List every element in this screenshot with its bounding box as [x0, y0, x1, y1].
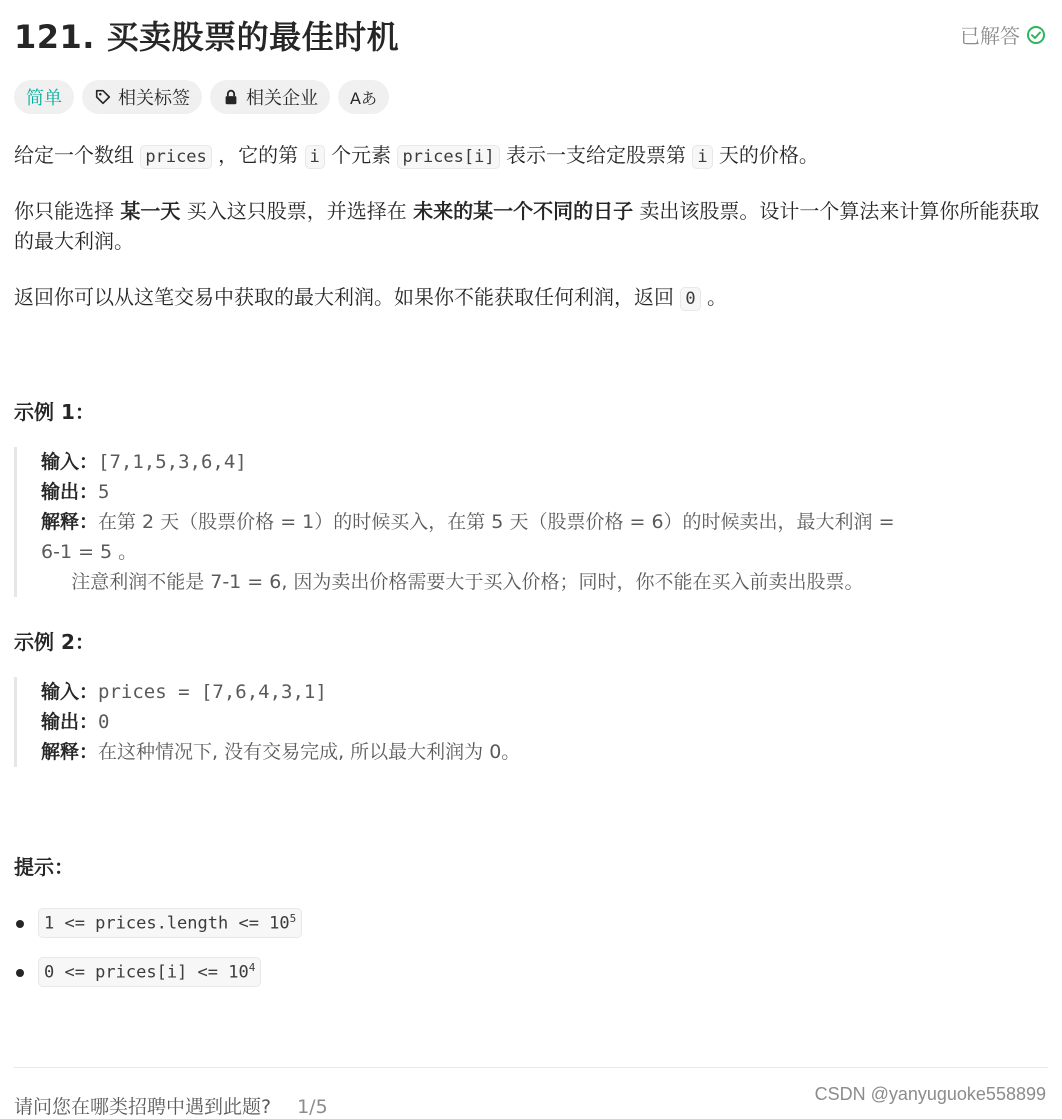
constraint-item: [14, 957, 614, 987]
example-1-title: 示例 1：: [14, 400, 95, 424]
difficulty-badge: [14, 80, 74, 114]
related-companies-label: 相关企业: [246, 88, 318, 109]
input-value: [7,1,5,3,6,4]: [98, 451, 247, 473]
survey-question[interactable]: [14, 1092, 328, 1119]
lock-icon: [222, 88, 240, 106]
inline-code: prices[i]: [397, 145, 499, 169]
text-segment: ，它的第: [211, 143, 305, 167]
output-value: 0: [98, 711, 110, 733]
title-row: [14, 10, 1048, 60]
inline-code: 0: [680, 287, 700, 311]
explain-text: 注意利润不能是 7-1 = 6, 因为卖出价格需要大于买入价格；同时，你不能在买入前卖出股票。: [41, 571, 864, 593]
translate-icon: Aあ: [350, 88, 377, 108]
text-segment: 你只能选择: [14, 199, 121, 223]
tag-bar: [14, 80, 389, 114]
text-segment: 卖出该股票。设计一个算法来计算你所能获取的最大利润。: [14, 199, 1040, 253]
input-value: prices = [7,6,4,3,1]: [98, 681, 327, 703]
inline-code: i: [305, 145, 325, 169]
text-segment: 返回你可以从这笔交易中获取的最大利润。如果你不能获取任何利润，返回: [14, 285, 681, 309]
text-segment: 买入这只股票，并选择在: [180, 199, 414, 223]
output-label: 输出：: [41, 481, 99, 503]
explain-text: 6-1 = 5 。: [41, 541, 138, 563]
survey-label: 请问您在哪类招聘中遇到此题?: [14, 1096, 272, 1118]
text-segment: 未来的某一个不同的日子: [413, 199, 634, 223]
text-segment: 天的价格。: [712, 143, 819, 167]
inline-code: i: [692, 145, 712, 169]
description-paragraph-2: [14, 196, 1048, 256]
output-label: 输出：: [41, 711, 99, 733]
example-1-block: [14, 447, 1034, 597]
translate-button[interactable]: [338, 80, 389, 114]
explain-text: 在这种情况下, 没有交易完成, 所以最大利润为 0。: [98, 741, 521, 763]
explain-label: 解释：: [41, 741, 99, 763]
text-segment: 1 <= prices.length <= 10: [44, 913, 290, 934]
example-2-block: [14, 677, 1034, 767]
explain-label: 解释：: [41, 511, 99, 533]
description-paragraph-1: [14, 140, 1048, 172]
constraints-list: [14, 908, 614, 1006]
description-paragraph-3: [14, 282, 1048, 314]
text-segment: 表示一支给定股票第: [499, 143, 693, 167]
example-2-title: 示例 2：: [14, 630, 95, 654]
output-value: 5: [98, 481, 110, 503]
hints-title: 提示：: [14, 855, 74, 879]
related-tags-label: 相关标签: [118, 88, 190, 109]
text-segment: 个元素: [324, 143, 398, 167]
solved-label: 已解答: [960, 24, 1020, 48]
tag-icon: [94, 88, 112, 106]
input-label: 输入：: [41, 451, 99, 473]
text-segment: 某一天: [120, 199, 181, 223]
text-segment: 5: [289, 912, 297, 926]
text-segment: 。: [700, 285, 727, 309]
check-circle-icon: [1026, 25, 1046, 45]
solved-status: [960, 20, 1046, 49]
difficulty-label: 简单: [26, 88, 62, 109]
text-segment: 给定一个数组: [14, 143, 141, 167]
csdn-watermark: CSDN @yanyuguoke558899: [814, 1084, 1046, 1104]
related-companies-button[interactable]: [210, 80, 330, 114]
input-label: 输入：: [41, 681, 99, 703]
inline-code: prices: [140, 145, 211, 169]
constraint-item: [14, 908, 614, 938]
survey-page-indicator: 1/5: [297, 1096, 328, 1118]
explain-text: 在第 2 天（股票价格 = 1）的时候买入，在第 5 天（股票价格 = 6）的时候卖出，最大利润 =: [98, 511, 895, 533]
related-tags-button[interactable]: [82, 80, 202, 114]
text-segment: 0 <= prices[i] <= 10: [44, 962, 249, 983]
divider: [14, 1067, 1048, 1068]
text-segment: 4: [248, 961, 256, 975]
problem-title[interactable]: 121. 买卖股票的最佳时机: [14, 18, 400, 56]
